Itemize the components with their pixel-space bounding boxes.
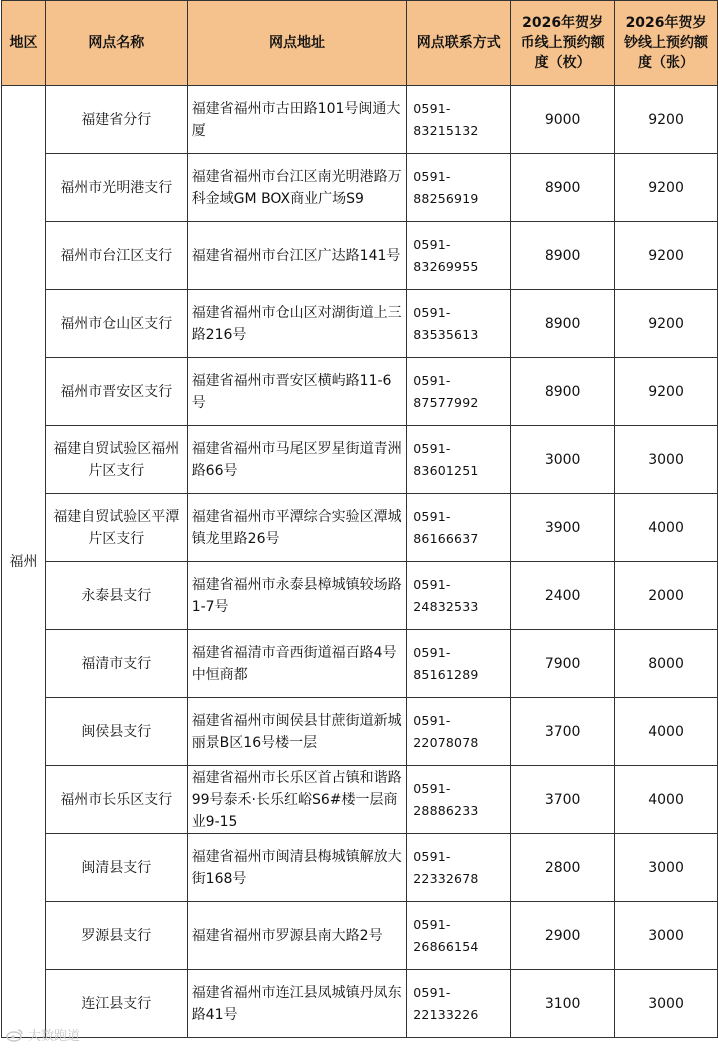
coin-quota-cell: 3000 bbox=[511, 426, 615, 494]
outlet-phone-cell: 0591-24832533 bbox=[407, 562, 511, 630]
table-row bbox=[2, 290, 718, 358]
note-quota-cell: 9200 bbox=[615, 358, 718, 426]
note-quota-cell: 2000 bbox=[615, 562, 718, 630]
outlet-phone-cell: 0591-22332678 bbox=[407, 834, 511, 902]
outlet-address-cell: 福建省福州市晋安区横屿路11-6号 bbox=[187, 358, 407, 426]
coin-quota-cell: 8900 bbox=[511, 222, 615, 290]
note-quota-cell: 4000 bbox=[615, 698, 718, 766]
table-row bbox=[2, 834, 718, 902]
outlet-address-cell: 福建省福州市闽侯县甘蔗街道新城丽景B区16号楼一层 bbox=[187, 698, 407, 766]
outlet-phone-cell: 0591-85161289 bbox=[407, 630, 511, 698]
coin-quota-cell: 7900 bbox=[511, 630, 615, 698]
header-outlet-address: 网点地址 bbox=[187, 1, 407, 86]
outlet-address-cell: 福建省福州市长乐区首占镇和谐路99号泰禾·长乐红峪S6#楼一层商业9-15 bbox=[187, 766, 407, 834]
region-cell: 福州 bbox=[2, 86, 46, 1038]
coin-quota-cell: 9000 bbox=[511, 86, 615, 154]
note-quota-cell: 9200 bbox=[615, 222, 718, 290]
outlet-address-cell: 福建省福州市台江区广达路141号 bbox=[187, 222, 407, 290]
outlet-address-cell: 福建省福州市闽清县梅城镇解放大街168号 bbox=[187, 834, 407, 902]
coin-quota-cell: 2400 bbox=[511, 562, 615, 630]
table-row bbox=[2, 358, 718, 426]
note-quota-cell: 3000 bbox=[615, 834, 718, 902]
note-quota-cell: 3000 bbox=[615, 426, 718, 494]
outlet-name-cell: 闽侯县支行 bbox=[45, 698, 187, 766]
outlet-address-cell: 福建省福州市古田路101号闽通大厦 bbox=[187, 86, 407, 154]
outlet-name-cell: 福建省分行 bbox=[45, 86, 187, 154]
weibo-icon bbox=[6, 1028, 24, 1042]
watermark-text: 大数跑道 bbox=[28, 1029, 81, 1044]
table-row bbox=[2, 698, 718, 766]
outlet-phone-cell: 0591-83535613 bbox=[407, 290, 511, 358]
outlet-address-cell: 福建省福州市平潭综合实验区潭城镇龙里路26号 bbox=[187, 494, 407, 562]
coin-quota-cell: 8900 bbox=[511, 358, 615, 426]
watermark bbox=[6, 1025, 80, 1044]
outlet-address-cell: 福建省福州市罗源县南大路2号 bbox=[187, 902, 407, 970]
note-quota-cell: 4000 bbox=[615, 494, 718, 562]
note-quota-cell: 4000 bbox=[615, 766, 718, 834]
note-quota-cell: 9200 bbox=[615, 86, 718, 154]
outlet-name-cell: 闽清县支行 bbox=[45, 834, 187, 902]
header-row bbox=[2, 1, 718, 86]
table-row bbox=[2, 902, 718, 970]
outlet-phone-cell: 0591-83215132 bbox=[407, 86, 511, 154]
outlet-phone-cell: 0591-28886233 bbox=[407, 766, 511, 834]
table-row bbox=[2, 630, 718, 698]
table-row bbox=[2, 970, 718, 1038]
outlet-name-cell: 福清市支行 bbox=[45, 630, 187, 698]
coin-quota-cell: 8900 bbox=[511, 290, 615, 358]
outlet-name-cell: 福州市台江区支行 bbox=[45, 222, 187, 290]
note-quota-cell: 3000 bbox=[615, 970, 718, 1038]
outlet-address-cell: 福建省福州市永泰县樟城镇较场路1-7号 bbox=[187, 562, 407, 630]
outlet-name-cell: 福州市长乐区支行 bbox=[45, 766, 187, 834]
table-row bbox=[2, 222, 718, 290]
coin-quota-cell: 2800 bbox=[511, 834, 615, 902]
outlet-table bbox=[1, 0, 718, 1038]
outlet-address-cell: 福建省福清市音西街道福百路4号中恒商都 bbox=[187, 630, 407, 698]
table-row bbox=[2, 86, 718, 154]
outlet-name-cell: 福州市光明港支行 bbox=[45, 154, 187, 222]
outlet-phone-cell: 0591-83269955 bbox=[407, 222, 511, 290]
outlet-phone-cell: 0591-22133226 bbox=[407, 970, 511, 1038]
header-coin-quota: 2026年贺岁币线上预约额度（枚） bbox=[511, 1, 615, 86]
outlet-phone-cell: 0591-86166637 bbox=[407, 494, 511, 562]
table-row bbox=[2, 494, 718, 562]
coin-quota-cell: 3700 bbox=[511, 698, 615, 766]
note-quota-cell: 8000 bbox=[615, 630, 718, 698]
outlet-name-cell: 福建自贸试验区福州片区支行 bbox=[45, 426, 187, 494]
outlet-name-cell: 福建自贸试验区平潭片区支行 bbox=[45, 494, 187, 562]
table-row bbox=[2, 562, 718, 630]
header-note-quota: 2026年贺岁钞线上预约额度（张） bbox=[615, 1, 718, 86]
header-outlet-phone: 网点联系方式 bbox=[407, 1, 511, 86]
outlet-name-cell: 永泰县支行 bbox=[45, 562, 187, 630]
note-quota-cell: 3000 bbox=[615, 902, 718, 970]
outlet-phone-cell: 0591-26866154 bbox=[407, 902, 511, 970]
header-region: 地区 bbox=[2, 1, 46, 86]
outlet-phone-cell: 0591-83601251 bbox=[407, 426, 511, 494]
header-outlet-name: 网点名称 bbox=[45, 1, 187, 86]
outlet-name-cell: 罗源县支行 bbox=[45, 902, 187, 970]
note-quota-cell: 9200 bbox=[615, 290, 718, 358]
outlet-address-cell: 福建省福州市马尾区罗星街道青洲路66号 bbox=[187, 426, 407, 494]
coin-quota-cell: 3700 bbox=[511, 766, 615, 834]
coin-quota-cell: 3900 bbox=[511, 494, 615, 562]
outlet-phone-cell: 0591-88256919 bbox=[407, 154, 511, 222]
table-row bbox=[2, 154, 718, 222]
outlet-name-cell: 连江县支行 bbox=[45, 970, 187, 1038]
note-quota-cell: 9200 bbox=[615, 154, 718, 222]
outlet-name-cell: 福州市仓山区支行 bbox=[45, 290, 187, 358]
coin-quota-cell: 8900 bbox=[511, 154, 615, 222]
outlet-address-cell: 福建省福州市仓山区对湖街道上三路216号 bbox=[187, 290, 407, 358]
coin-quota-cell: 2900 bbox=[511, 902, 615, 970]
coin-quota-cell: 3100 bbox=[511, 970, 615, 1038]
table-row bbox=[2, 766, 718, 834]
outlet-phone-cell: 0591-87577992 bbox=[407, 358, 511, 426]
outlet-address-cell: 福建省福州市台江区南光明港路万科金域GM BOX商业广场S9 bbox=[187, 154, 407, 222]
outlet-address-cell: 福建省福州市连江县凤城镇丹凤东路41号 bbox=[187, 970, 407, 1038]
outlet-name-cell: 福州市晋安区支行 bbox=[45, 358, 187, 426]
table-row bbox=[2, 426, 718, 494]
outlet-phone-cell: 0591-22078078 bbox=[407, 698, 511, 766]
